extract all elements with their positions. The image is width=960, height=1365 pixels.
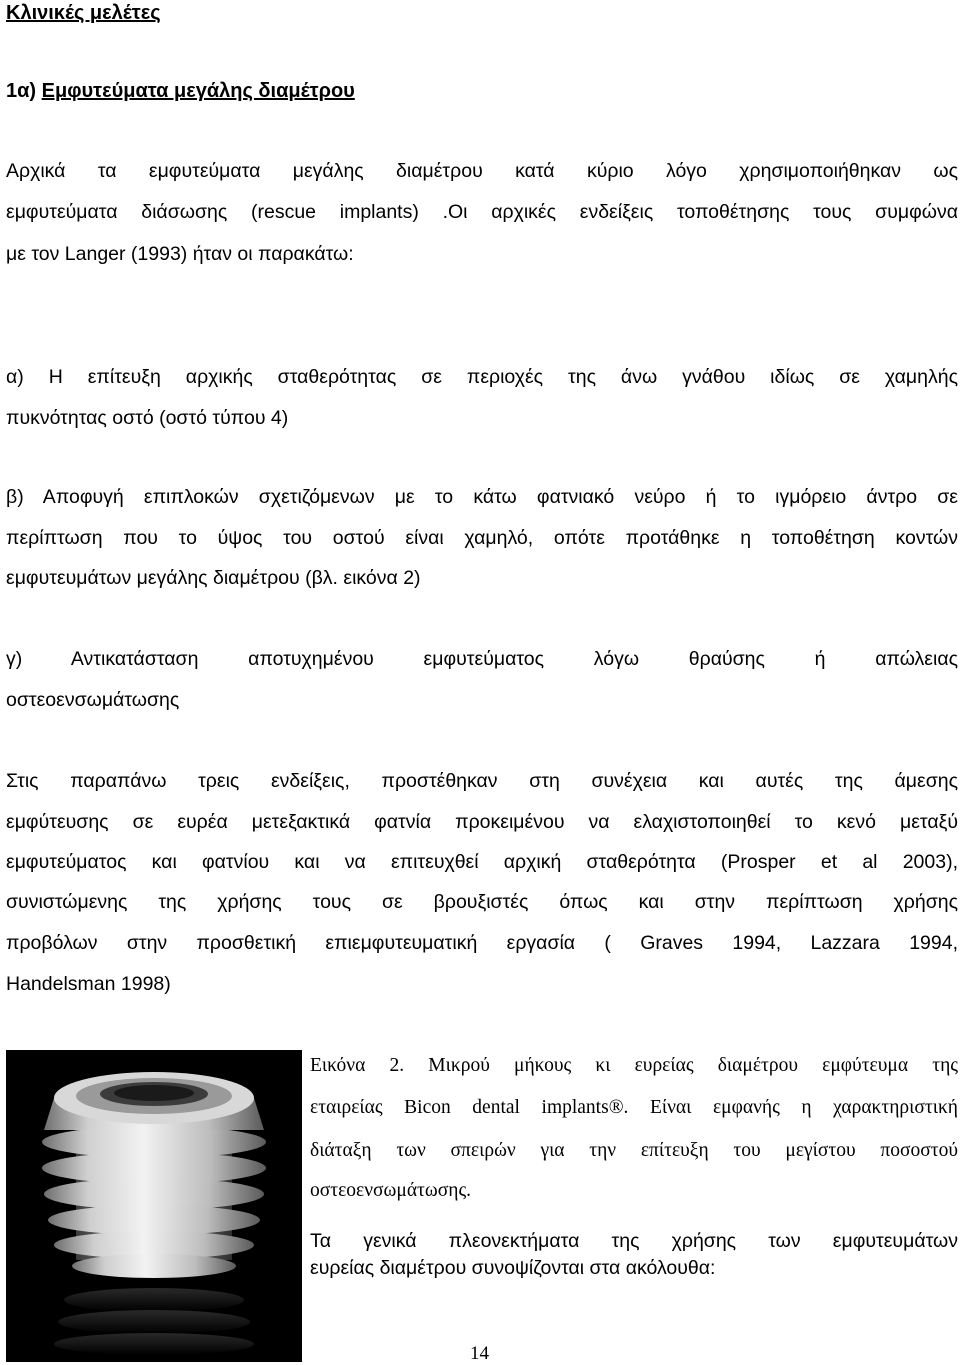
figure-caption-line: εταιρείας Bicon dental implants®. Είναι εμφανής η χαρακτηριστική (310, 1097, 958, 1118)
paragraph-2-line: εμφύτευσης σε ευρέα μετεξακτικά φατνία προκειμένου να ελαχιστοποιηθεί το κενό μεταξύ (6, 811, 958, 833)
paragraph-3-line: Τα γενικά πλεονεκτήματα της χρήσης των εμφυτευμάτων (310, 1230, 958, 1252)
page-number: 14 (470, 1343, 489, 1364)
figure-caption-line: οστεοενσωμάτωσης. (310, 1180, 472, 1201)
subheading (6, 80, 355, 103)
subheading-title: Εμφυτεύματα μεγάλης διαμέτρου (41, 80, 355, 102)
figure-caption-line: Εικόνα 2. Μικρού μήκους κι ευρείας διαμέτρου εμφύτευμα της (310, 1055, 958, 1076)
item-c-line: γ) Αντικατάσταση αποτυχημένου εμφυτεύματος λόγω θραύσης ή απώλειας (6, 648, 958, 670)
implant-photo (6, 1050, 302, 1362)
paragraph-2-line: εμφυτεύματος και φατνίου και να επιτευχθεί αρχική σταθερότητα (Prosper et al 2003), (6, 851, 958, 873)
item-b-line: εμφυτευμάτων μεγάλης διαμέτρου (βλ. εικόνα 2) (6, 567, 421, 589)
paragraph-2-line: συνιστώμενης της χρήσης τους σε βρουξιστές όπως και στην περίπτωση χρήσης (6, 891, 958, 913)
item-b-line: περίπτωση που το ύψος του οστού είναι χαμηλό, οπότε προτάθηκε η τοποθέτηση κοντών (6, 527, 958, 549)
item-a-line: α) Η επίτευξη αρχικής σταθερότητας σε περιοχές της άνω γνάθου ιδίως σε χαμηλής (6, 366, 958, 388)
paragraph-1-line: με τον Langer (1993) ήταν οι παρακάτω: (6, 243, 354, 265)
figure-caption-line: διάταξη των σπειρών για την επίτευξη του μεγίστου ποσοστού (310, 1140, 958, 1161)
subheading-number: 1α) (6, 80, 42, 102)
paragraph-2-line: Handelsman 1998) (6, 973, 171, 995)
paragraph-1-line: Αρχικά τα εμφυτεύματα μεγάλης διαμέτρου κατά κύριο λόγο χρησιμοποιήθηκαν ως (6, 160, 958, 182)
paragraph-1-line: εμφυτεύματα διάσωσης (rescue implants) .Οι αρχικές ενδείξεις τοποθέτησης τους συμφώνα (6, 201, 958, 223)
paragraph-3-line: ευρείας διαμέτρου συνοψίζονται στα ακόλουθα: (310, 1257, 716, 1279)
paragraph-2-line: Στις παραπάνω τρεις ενδείξεις, προστέθηκαν στη συνέχεια και αυτές της άμεσης (6, 770, 958, 792)
section-heading: Κλινικές μελέτες (6, 2, 161, 24)
item-a-line: πυκνότητας οστό (οστό τύπου 4) (6, 407, 289, 429)
item-c-line: οστεοενσωμάτωσης (6, 689, 180, 711)
paragraph-2-line: προβόλων στην προσθετική επιεμφυτευματική εργασία ( Graves 1994, Lazzara 1994, (6, 932, 958, 954)
item-b-line: β) Αποφυγή επιπλοκών σχετιζόμενων με το κάτω φατνιακό νεύρο ή το ιγμόρειο άντρο σε (6, 486, 958, 508)
